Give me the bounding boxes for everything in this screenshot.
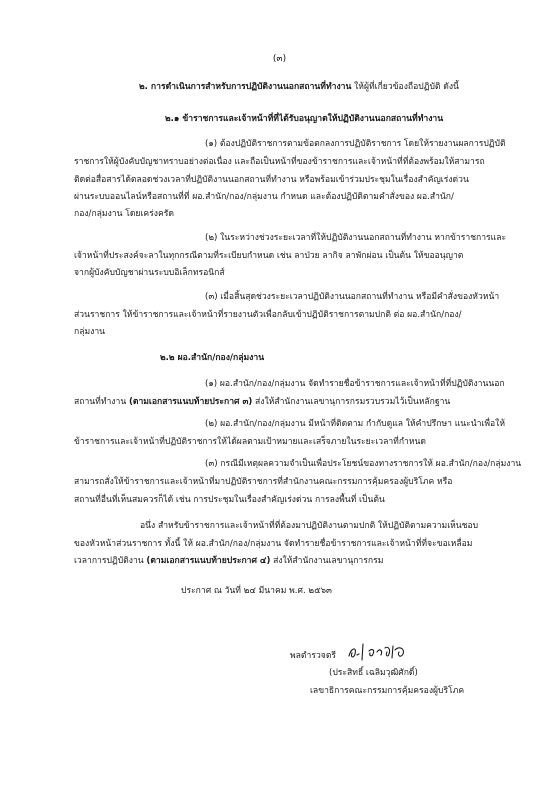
section-2-heading bbox=[139, 81, 459, 93]
subsection-2-1-heading: ๒.๑ ข้าราชการและเจ้าหน้าที่ที่ได้รับอนุญาตให้ปฏิบัติงานนอกสถานที่ทำงาน bbox=[165, 114, 444, 124]
text-run: ส่งให้สำนักงานเลขานุการกรมรวบรวมไว้เป็นหลักฐาน bbox=[252, 397, 451, 407]
handwritten-signature bbox=[345, 636, 415, 666]
signatory-position: เลขาธิการคณะกรรมการคุ้มครองผู้บริโภค bbox=[310, 686, 465, 696]
text-run: สถานที่ทำงาน bbox=[74, 397, 129, 407]
subsection-2-2-heading: ๒.๒ ผอ.สำนัก/กอง/กลุ่มงาน bbox=[160, 353, 265, 363]
text-run: เวลาการปฏิบัติงาน bbox=[74, 556, 147, 566]
text-run: ส่งให้สำนักงานเลขานุการกรม bbox=[270, 556, 384, 566]
paragraph-line bbox=[74, 555, 383, 567]
paragraph-line: จากผู้บังคับบัญชาผ่านระบบอิเล็กทรอนิกส์ bbox=[74, 268, 225, 278]
paragraph-line: เจ้าหน้าที่ประสงค์จะลาในทุกกรณีตามที่ระเบียบกำหนด เช่น ลาป่วย ลากิจ ลาพักผ่อน เป็นต้น ให้ขออนุญาต bbox=[74, 251, 464, 261]
paragraph-line: (๒) ผอ.สำนัก/กอง/กลุ่มงาน มีหน้าที่ติดตาม กำกับดูแล ให้คำปรึกษา แนะนำเพื่อให้ bbox=[205, 419, 506, 429]
paragraph-line: (๓) เมื่อสิ้นสุดช่วงระยะเวลาปฏิบัติงานนอกสถานที่ทำงาน หรือมีคำสั่งของหัวหน้า bbox=[205, 292, 500, 302]
paragraph-line: ส่วนราชการ ให้ข้าราชการและเจ้าหน้าที่รายงานตัวเพื่อกลับเข้าปฏิบัติราชการตามปกติ ต่อ ผอ.สำนัก/กอง/ bbox=[74, 310, 462, 320]
paragraph-line: กลุ่มงาน bbox=[74, 327, 106, 337]
paragraph-line: ของหัวหน้าส่วนราชการ ทั้งนี้ ให้ ผอ.สำนัก/กอง/กลุ่มงาน จัดทำรายชื่อข้าราชการและเจ้าหน้าที่ที่จะขอเหลื่อม bbox=[74, 539, 473, 549]
section-2-heading-bold: ๒. การดำเนินการสำหรับการปฏิบัติงานนอกสถานที่ทำงาน bbox=[139, 82, 352, 92]
attachment-reference: (ตามเอกสารแนบท้ายประกาศ ๓) bbox=[128, 397, 253, 407]
announcement-date: ประกาศ ณ วันที่ ๒๔ มีนาคม พ.ศ. ๒๕๖๓ bbox=[181, 586, 332, 596]
signatory-rank: พลตำรวจตรี bbox=[290, 651, 337, 661]
paragraph-line: ราชการให้ผู้บังคับบัญชาทราบอย่างต่อเนื่อง และถือเป็นหน้าที่ของข้าราชการและเจ้าหน้าที่ที่ต้องพร้อมให้สามารถ bbox=[74, 157, 485, 167]
paragraph-line: อนึ่ง สำหรับข้าราชการและเจ้าหน้าที่ที่ต้องมาปฏิบัติงานตามปกติ ให้ปฏิบัติตามความเห็นชอบ bbox=[140, 521, 479, 531]
paragraph-line: กอง/กลุ่มงาน โดยเคร่งครัด bbox=[74, 209, 174, 219]
section-2-heading-rest: ให้ผู้ที่เกี่ยวข้องถือปฏิบัติ ดังนี้ bbox=[351, 82, 459, 92]
page-number: (๓) bbox=[272, 54, 287, 64]
paragraph-line: (๑) ต้องปฏิบัติราชการตามข้อตกลงการปฏิบัติราชการ โดยให้รายงานผลการปฏิบัติ bbox=[205, 139, 506, 149]
paragraph-line: สถานที่อื่นที่เห็นสมควรก็ได้ เช่น การประชุมในเรื่องสำคัญเร่งด่วน การลงพื้นที่ เป็นต้น bbox=[74, 495, 385, 505]
paragraph-line: ผ่านระบบออนไลน์หรือสถานที่ที่ ผอ.สำนัก/กอง/กลุ่มงาน กำหนด และต้องปฏิบัติตามคำสั่งของ ผอ.สำนัก/ bbox=[74, 192, 454, 202]
paragraph-line: (๓) กรณีมีเหตุผลความจำเป็นเพื่อประโยชน์ของทางราชการให้ ผอ.สำนัก/กอง/กลุ่มงาน bbox=[205, 459, 522, 469]
paragraph-line: ติดต่อสื่อสารได้ตลอดช่วงเวลาที่ปฏิบัติงานนอกสถานที่ทำงาน หรือพร้อมเข้าร่วมประชุมในเรื่องสำคัญเร่งด่วน bbox=[74, 175, 469, 185]
paragraph-line bbox=[74, 396, 450, 408]
paragraph-line: (๒) ในระหว่างช่วงระยะเวลาที่ให้ปฏิบัติงานนอกสถานที่ทำงาน หากข้าราชการและ bbox=[205, 233, 507, 243]
paragraph-line: สามารถสั่งให้ข้าราชการและเจ้าหน้าที่มาปฏิบัติราชการที่สำนักงานคณะกรรมการคุ้มครองผู้บริโภค หรือ bbox=[74, 477, 453, 487]
paragraph-line: ข้าราชการและเจ้าหน้าที่ปฏิบัติราชการให้ได้ผลตามเป้าหมายและเสร็จภายในระยะเวลาที่กำหนด bbox=[74, 437, 426, 447]
paragraph-line: (๑) ผอ.สำนัก/กอง/กลุ่มงาน จัดทำรายชื่อข้าราชการและเจ้าหน้าที่ที่ปฏิบัติงานนอก bbox=[205, 379, 505, 389]
signatory-name: (ประสิทธิ์ เฉลิมวุฒิศักดิ์) bbox=[329, 668, 418, 678]
attachment-reference: (ตามเอกสารแนบท้ายประกาศ ๔) bbox=[146, 556, 271, 566]
